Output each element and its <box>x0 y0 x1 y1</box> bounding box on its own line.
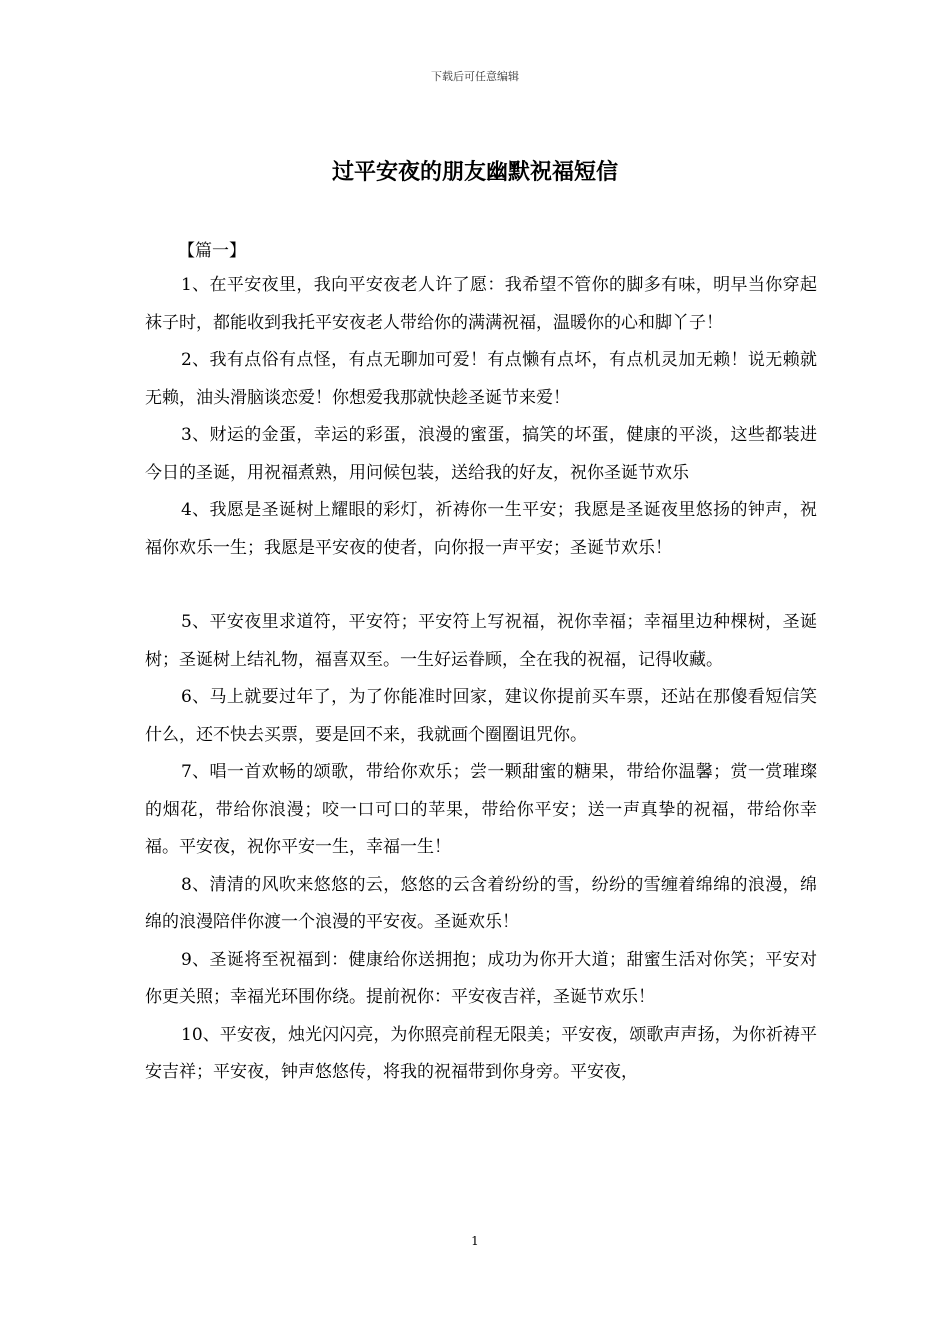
paragraph-4: 4、我愿是圣诞树上耀眼的彩灯，祈祷你一生平安；我愿是圣诞夜里悠扬的钟声，祝福你欢乐一生；我愿是平安夜的使者，向你报一声平安；圣诞节欢乐！ <box>145 500 817 558</box>
paragraph-3: 3、财运的金蛋，幸运的彩蛋，浪漫的蜜蛋，搞笑的坏蛋，健康的平淡，这些都装进今日的圣诞，用祝福煮熟，用问候包装，送给我的好友，祝你圣诞节欢乐 <box>145 425 817 483</box>
document-title: 过平安夜的朋友幽默祝福短信 <box>331 159 618 185</box>
section-label: 【篇一】 <box>178 241 246 261</box>
paragraph-9: 9、圣诞将至祝福到：健康给你送拥抱；成功为你开大道；甜蜜生活对你笑；平安对你更关照；幸福光环围你绕。提前祝你：平安夜吉祥，圣诞节欢乐！ <box>145 949 817 1007</box>
paragraph-10: 10、平安夜，烛光闪闪亮，为你照亮前程无限美；平安夜，颂歌声声扬，为你祈祷平安吉祥；平安夜，钟声悠悠传，将我的祝福带到你身旁。平安夜， <box>145 1024 817 1082</box>
paragraph-7: 7、唱一首欢畅的颂歌，带给你欢乐；尝一颗甜蜜的糖果，带给你温馨；赏一赏璀璨的烟花，带给你浪漫；咬一口可口的苹果，带给你平安；送一声真挚的祝福，带给你幸福。平安夜，祝你平安一生，幸福一生！ <box>145 762 817 857</box>
paragraph-5: 5、平安夜里求道符，平安符；平安符上写祝福，祝你幸福；幸福里边种棵树，圣诞树；圣诞树上结礼物，福喜双至。一生好运眷顾，全在我的祝福，记得收藏。 <box>145 612 817 670</box>
paragraph-2: 2、我有点俗有点怪，有点无聊加可爱！有点懒有点坏，有点机灵加无赖！说无赖就无赖，油头滑脑谈恋爱！你想爱我那就快趁圣诞节来爱！ <box>145 350 817 408</box>
paragraph-8: 8、清清的风吹来悠悠的云，悠悠的云含着纷纷的雪，纷纷的雪缠着绵绵的浪漫，绵绵的浪漫陪伴你渡一个浪漫的平安夜。圣诞欢乐！ <box>145 874 817 932</box>
header-note: 下载后可任意编辑 <box>431 70 519 83</box>
paragraph-6: 6、马上就要过年了，为了你能准时回家，建议你提前买车票，还站在那傻看短信笑什么，还不快去买票，要是回不来，我就画个圈圈诅咒你。 <box>145 687 817 745</box>
document-body <box>145 267 817 1092</box>
paragraph-1: 1、在平安夜里，我向平安夜老人许了愿：我希望不管你的脚多有味，明早当你穿起袜子时，都能收到我托平安夜老人带给你的满满祝福，温暖你的心和脚丫子！ <box>145 275 817 333</box>
page-number: 1 <box>471 1234 479 1248</box>
